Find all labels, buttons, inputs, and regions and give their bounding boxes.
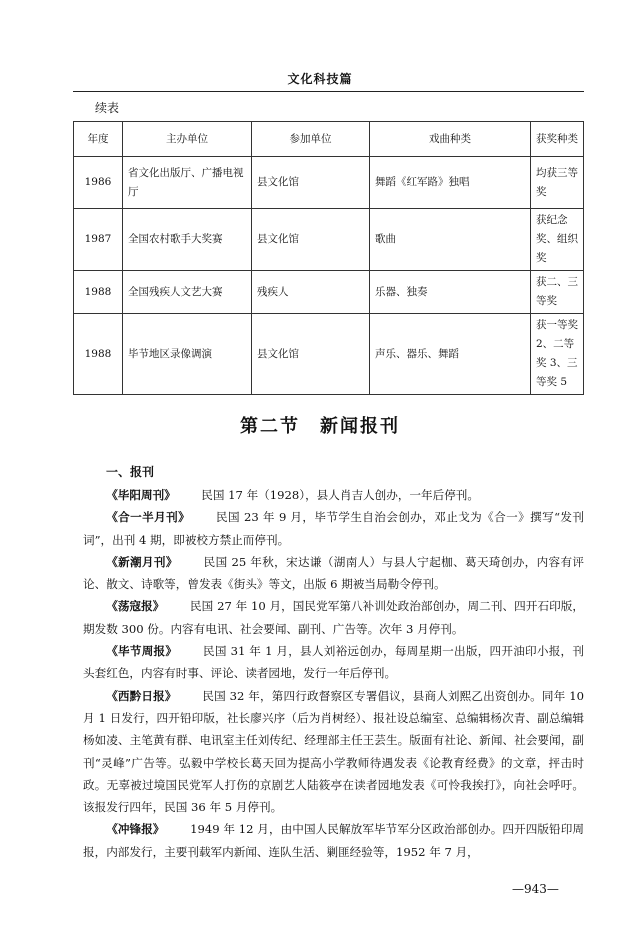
publication-name: 《毕节周报》 bbox=[106, 644, 178, 659]
cell-year: 1987 bbox=[74, 209, 123, 271]
publication-name: 《新潮月刊》 bbox=[106, 554, 178, 569]
cell-participant: 残疾人 bbox=[252, 271, 370, 314]
publication-name: 《合一半月刊》 bbox=[106, 510, 191, 525]
column-header-participant: 参加单位 bbox=[252, 122, 370, 157]
awards-table bbox=[73, 121, 584, 395]
paragraph-text: 民国 32 年，第四行政督察区专署倡议，县商人刘熙乙出资创办。同年 10 月 1 日发行，四开铅印版，社长廖兴序（后为肖树经）、报社设总编室、总编辑杨次青、副总编辑杨如凌、主笔黄有群、电讯室主任刘传纪、经理部主任王芸生。版面有社论、新闻、社会要闻，副刊“灵峰”广告等。弘毅中学校长葛天回为提高小学教师待遇发表《论教育经费》的文章，抨击时政。无辜被过境国民党军人打伤的京剧艺人陆筱亭在读者园地发表《可怜我挨打》，向社会呼吁。该报发行四年，民国 36 年 5 月停刊。 bbox=[83, 688, 584, 815]
paragraph bbox=[83, 484, 584, 506]
cell-award: 均获三等奖 bbox=[531, 157, 584, 209]
cell-host: 毕节地区录像调演 bbox=[123, 314, 252, 395]
cell-participant: 县文化馆 bbox=[252, 157, 370, 209]
paragraph-text: 民国 31 年 1 月，县人刘裕远创办，每周星期一出版，四开油印小报，刊头套红色，内容有时事、评论、读者园地，发行一年后停刊。 bbox=[83, 644, 584, 681]
cell-genre: 乐器、独奏 bbox=[370, 271, 531, 314]
column-header-genre: 戏曲种类 bbox=[370, 122, 531, 157]
cell-award: 获一等奖 2、二等奖 3、三等奖 5 bbox=[531, 314, 584, 395]
table-row bbox=[74, 271, 584, 314]
cell-participant: 县文化馆 bbox=[252, 209, 370, 271]
running-header: 文化科技篇 bbox=[287, 72, 353, 86]
paragraph-text: 民国 27 年 10 月，国民党军第八补训处政治部创办，周二刊、四开石印版，期发数 300 份。内容有电讯、社会要闻、副刊、广告等。次年 3 月停刊。 bbox=[83, 599, 584, 636]
column-header-host: 主办单位 bbox=[123, 122, 252, 157]
column-header-award: 获奖种类 bbox=[531, 122, 584, 157]
publication-name: 《荡寇报》 bbox=[106, 599, 165, 614]
paragraph-text: 民国 23 年 9 月，毕节学生自治会创办，邓止戈为《合一》撰写“发刊词”，出刊 4 期，即被校方禁止而停刊。 bbox=[83, 510, 584, 547]
table-row bbox=[74, 314, 584, 395]
publication-name: 《冲锋报》 bbox=[106, 822, 165, 837]
cell-award: 获二、三等奖 bbox=[531, 271, 584, 314]
subsection-title: 一、报刊 bbox=[106, 465, 155, 479]
cell-genre: 歌曲 bbox=[370, 209, 531, 271]
table-row bbox=[74, 209, 584, 271]
table-header-row bbox=[74, 122, 584, 157]
paragraph-text: 民国 25 年秋，宋达谦（湖南人）与县人宁起枷、葛天琦创办，内容有评论、散文、诗歌等，曾发表《街头》等文，出版 6 期被当局勒令停刊。 bbox=[83, 554, 584, 592]
paragraph bbox=[83, 506, 584, 551]
cell-genre: 声乐、器乐、舞蹈 bbox=[370, 314, 531, 395]
publication-name: 《西黔日报》 bbox=[106, 688, 177, 703]
cell-participant: 县文化馆 bbox=[252, 314, 370, 395]
paragraph bbox=[83, 685, 584, 819]
cell-host: 全国农村歌手大奖赛 bbox=[123, 209, 252, 271]
table-row bbox=[74, 157, 584, 209]
paragraph bbox=[83, 818, 584, 863]
cell-genre: 舞蹈《红军路》独唱 bbox=[370, 157, 531, 209]
cell-host: 全国残疾人文艺大赛 bbox=[123, 271, 252, 314]
cell-host: 省文化出版厅、广播电视厅 bbox=[123, 157, 252, 209]
cell-award: 获纪念奖、组织奖 bbox=[531, 209, 584, 271]
paragraph bbox=[83, 551, 584, 596]
page-number: —943— bbox=[512, 882, 559, 896]
section-title: 第二节 新闻报刊 bbox=[240, 416, 400, 437]
cell-year: 1986 bbox=[74, 157, 123, 209]
table-continued-label: 续表 bbox=[95, 101, 120, 115]
paragraph bbox=[83, 595, 584, 640]
header-rule bbox=[73, 91, 584, 92]
cell-year: 1988 bbox=[74, 271, 123, 314]
paragraph-text: 1949 年 12 月，由中国人民解放军毕节军分区政治部创办。四开四版铅印周报，内部发行，主要刊载军内新闻、连队生活、剿匪经验等，1952 年 7 月， bbox=[83, 822, 584, 859]
publication-name: 《毕阳周刊》 bbox=[106, 488, 176, 502]
cell-year: 1988 bbox=[74, 314, 123, 395]
article-body bbox=[83, 484, 584, 863]
column-header-year: 年度 bbox=[74, 122, 123, 157]
paragraph-text: 民国 17 年（1928），县人肖吉人创办，一年后停刊。 bbox=[201, 488, 479, 502]
paragraph bbox=[83, 640, 584, 685]
